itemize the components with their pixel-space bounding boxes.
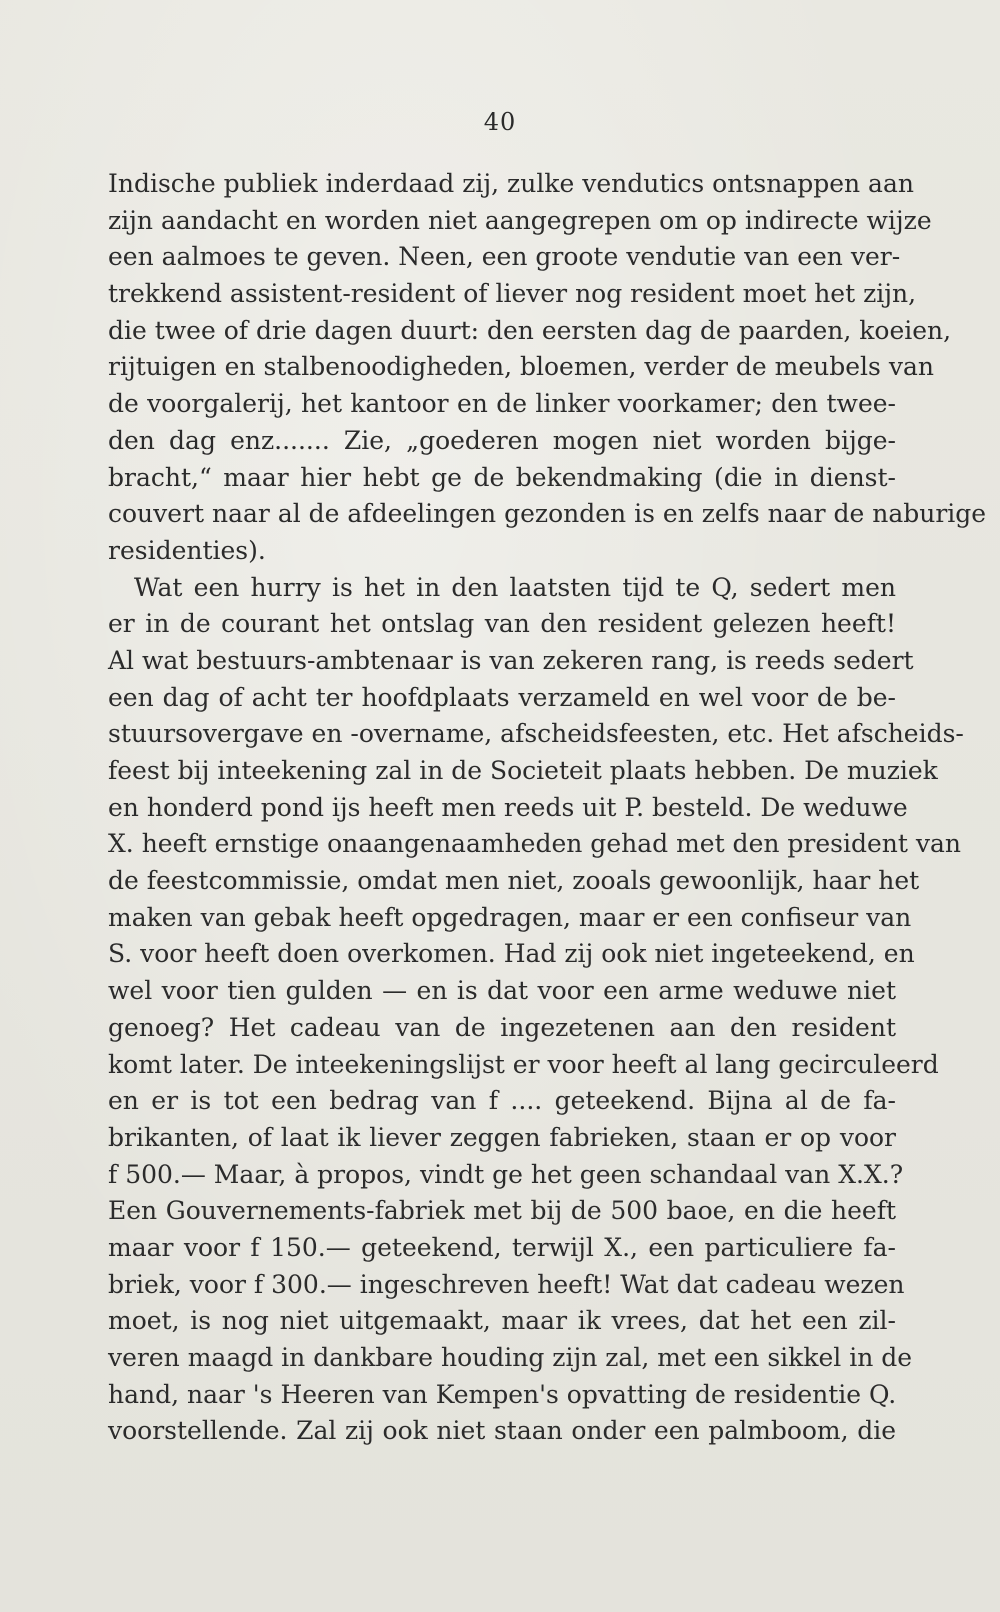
text-line-paragraph-end: residenties).: [108, 535, 266, 565]
text-line: genoeg? Het cadeau van de ingezetenen aan den resident: [108, 1012, 896, 1042]
text-line: X. heeft ernstige onaangenaamheden gehad met den president van: [108, 829, 962, 859]
text-line: voorstellende. Zal zij ook niet staan onder een palmboom, die: [108, 1416, 896, 1446]
page-number: 40: [483, 108, 517, 136]
text-line-paragraph-start: Wat een hurry is het in den laatsten tijd te Q, sedert men: [134, 572, 896, 602]
text-line: Indische publiek inderdaad zij, zulke vendutics ontsnappen aan: [108, 169, 914, 198]
text-line: en honderd pond ijs heeft men reeds uit P. besteld. De weduwe: [108, 792, 908, 822]
text-line: brikanten, of laat ik liever zeggen fabrieken, staan er op voor: [108, 1122, 896, 1152]
text-line: wel voor tien gulden — en is dat voor een arme weduwe niet: [108, 976, 896, 1006]
text-line: die twee of drie dagen duurt: den eersten dag de paarden, koeien,: [108, 315, 952, 345]
text-line: den dag enz....... Zie, „goederen mogen niet worden bijge-: [108, 425, 896, 455]
text-line: maar voor f 150.— geteekend, terwijl X., een particuliere fa-: [108, 1232, 896, 1262]
text-line: couvert naar al de afdeelingen gezonden is en zelfs naar de naburige: [108, 499, 987, 529]
text-line: een aalmoes te geven. Neen, een groote vendutie van een ver-: [108, 242, 901, 272]
text-line: moet, is nog niet uitgemaakt, maar ik vrees, dat het een zil-: [108, 1306, 896, 1336]
text-line: zijn aandacht en worden niet aangegrepen om op indirecte wijze: [108, 205, 932, 235]
text-line: rijtuigen en stalbenoodigheden, bloemen, verder de meubels van: [108, 352, 934, 382]
text-line: veren maagd in dankbare houding zijn zal, met een sikkel in de: [108, 1343, 913, 1372]
text-line: de voorgalerij, het kantoor en de linker voorkamer; den twee-: [108, 389, 896, 419]
text-line: komt later. De inteekeningslijst er voor heeft al lang gecirculeerd: [108, 1049, 939, 1079]
text-line: hand, naar 's Heeren van Kempen's opvatting de residentie Q.: [108, 1379, 897, 1409]
text-line: feest bij inteekening zal in de Societeit plaats hebben. De muziek: [108, 756, 938, 785]
text-line: maken van gebak heeft opgedragen, maar er een confiseur van: [108, 902, 912, 932]
text-line: er in de courant het ontslag van den resident gelezen heeft!: [108, 609, 896, 639]
text-line: bracht,“ maar hier hebt ge de bekendmaking (die in dienst-: [108, 462, 896, 492]
text-line: een dag of acht ter hoofdplaats verzameld en wel voor de be-: [108, 682, 896, 712]
text-line: f 500.— Maar, à propos, vindt ge het geen schandaal van X.X.?: [108, 1159, 904, 1189]
text-line: briek, voor f 300.— ingeschreven heeft! Wat dat cadeau wezen: [108, 1269, 905, 1299]
text-line: Al wat bestuurs-ambtenaar is van zekeren rang, is reeds sedert: [108, 645, 914, 675]
text-line: de feestcommissie, omdat men niet, zooals gewoonlijk, haar het: [108, 866, 920, 896]
text-line: Een Gouvernements-fabriek met bij de 500 baoe, en die heeft: [108, 1196, 896, 1226]
text-line: trekkend assistent-resident of liever nog resident moet het zijn,: [108, 279, 917, 309]
body-text: [108, 166, 987, 1450]
text-line: en er is tot een bedrag van f .... geteekend. Bijna al de fa-: [108, 1086, 896, 1116]
text-line: stuursovergave en -overname, afscheidsfeesten, etc. Het afscheids-: [108, 719, 964, 749]
text-line: S. voor heeft doen overkomen. Had zij ook niet ingeteekend, en: [108, 939, 915, 969]
